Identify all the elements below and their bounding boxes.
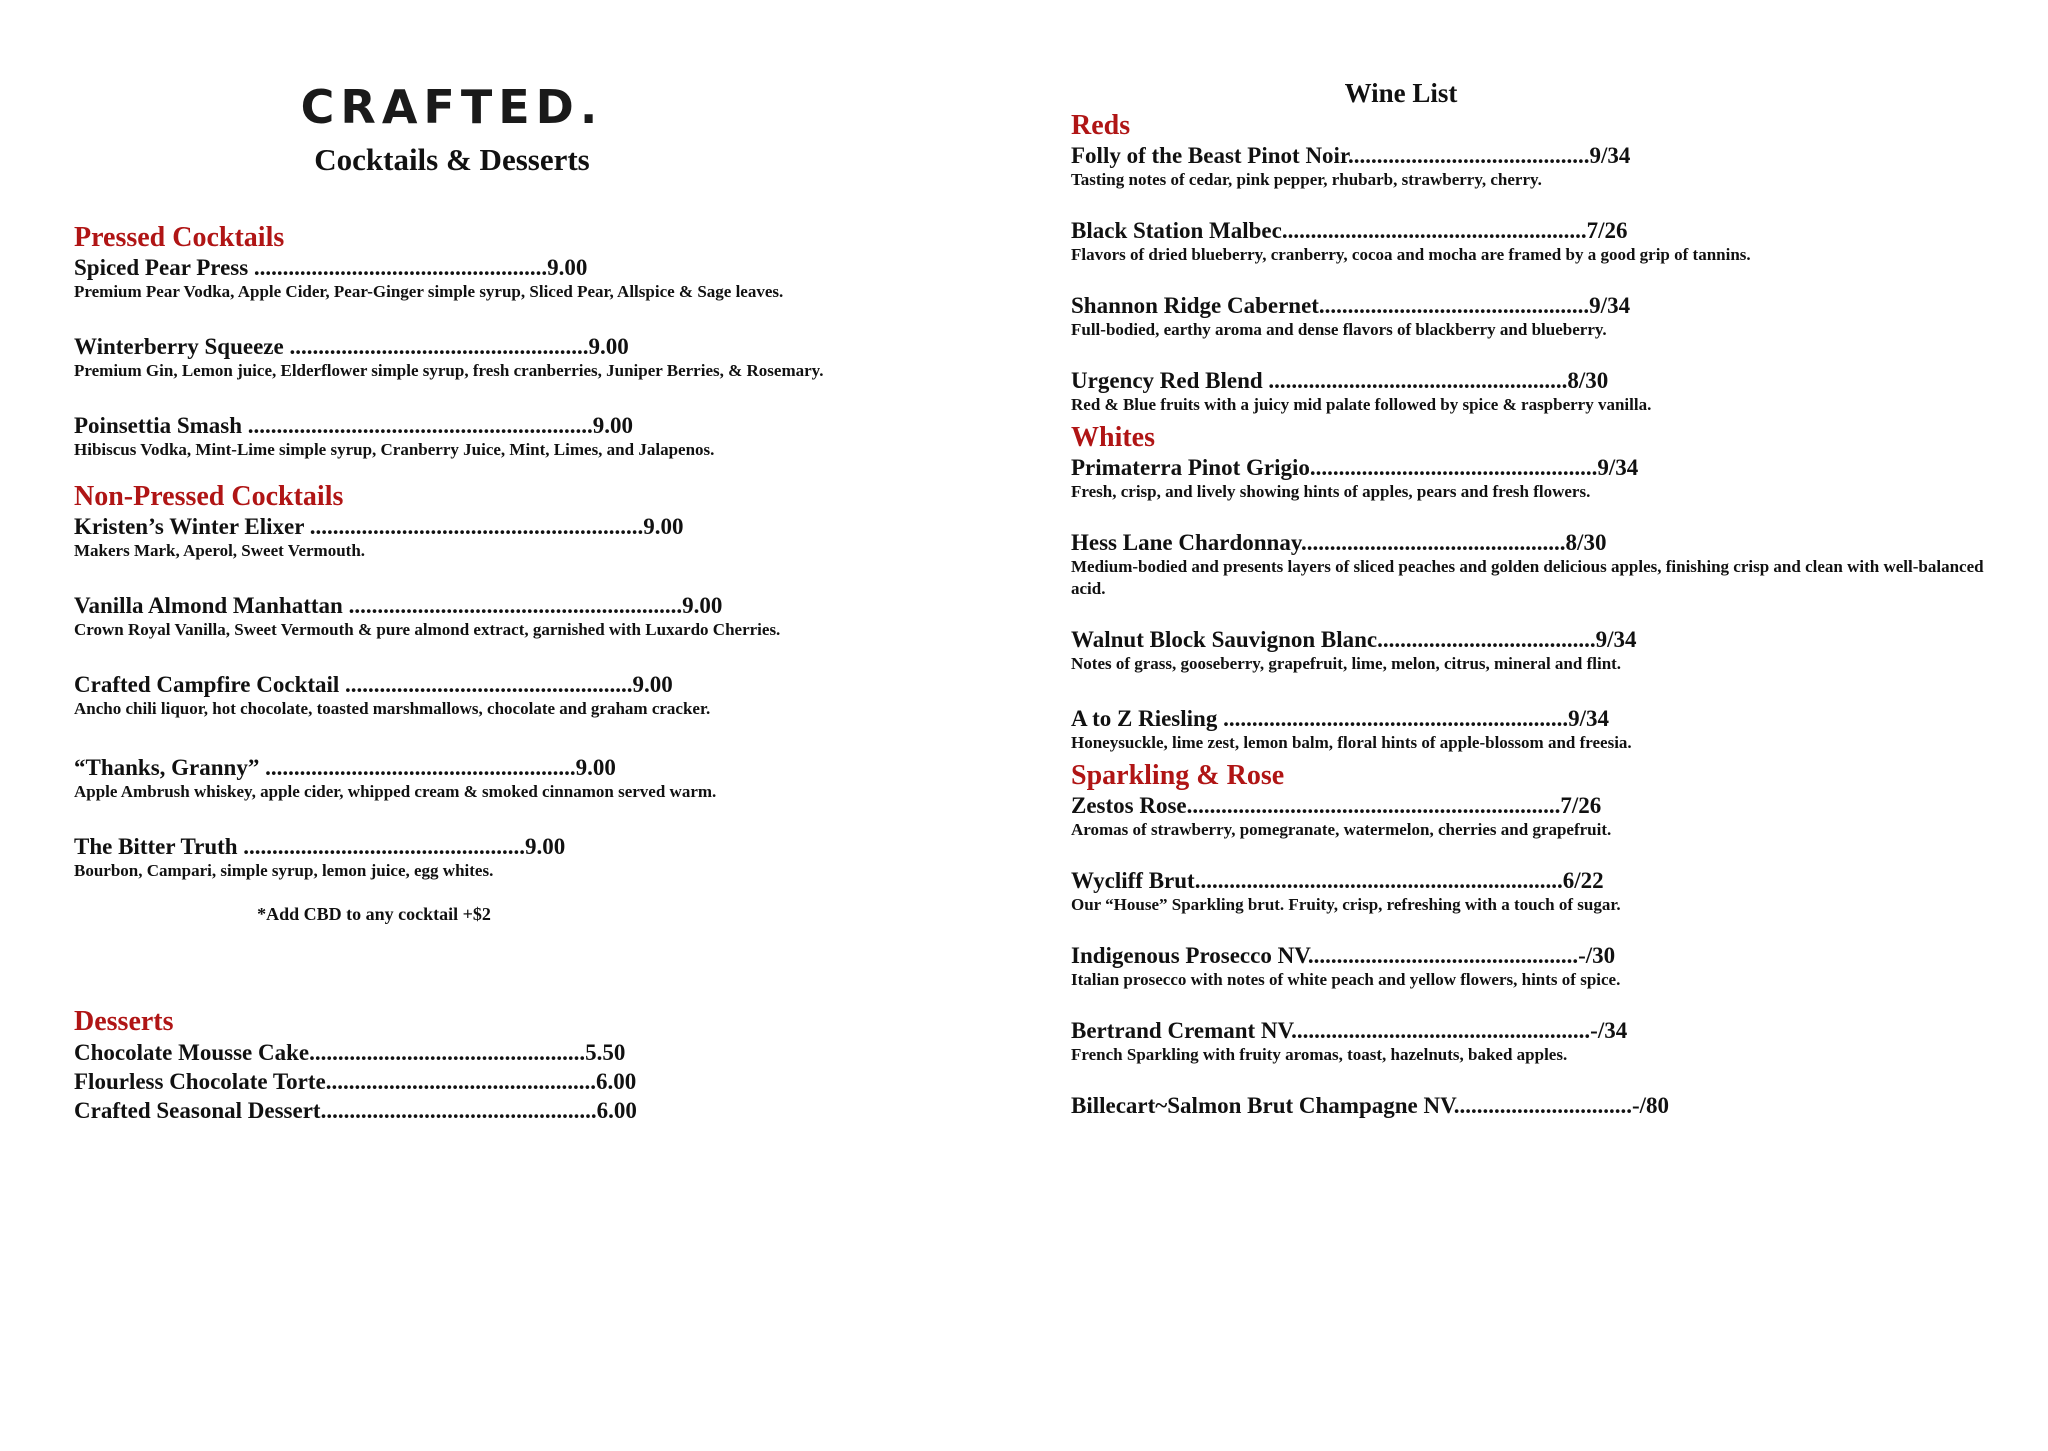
- wine-item: [1071, 867, 2001, 916]
- wine-item: [1071, 1092, 2001, 1119]
- wine-name-price: Hess Lane Chardonnay..............................................8/30: [1071, 530, 1607, 555]
- wine-item: [1071, 792, 2001, 841]
- wine-name-price: Black Station Malbec.....................................................7/26: [1071, 218, 1628, 243]
- menu-item: [74, 254, 974, 303]
- item-name-price: Poinsettia Smash ............................................................9.00: [74, 413, 634, 438]
- menu-item: [74, 333, 974, 382]
- wine-list-column: [1071, 76, 2001, 1145]
- wine-description: French Sparkling with fruity aromas, toast, hazelnuts, baked apples.: [1071, 1045, 1568, 1064]
- dessert-item: Flourless Chocolate Torte...............................................6.00: [74, 1069, 637, 1094]
- item-description: Hibiscus Vodka, Mint-Lime simple syrup, Cranberry Juice, Mint, Limes, and Jalapenos.: [74, 440, 715, 459]
- item-description: Ancho chili liquor, hot chocolate, toasted marshmallows, chocolate and graham cracker.: [74, 699, 711, 718]
- page-subtitle: Cocktails & Desserts: [314, 142, 590, 177]
- cocktails-desserts-column: [74, 78, 974, 1125]
- wine-name-price: Billecart~Salmon Brut Champagne NV...............................-/80: [1071, 1093, 1670, 1118]
- item-name-price: The Bitter Truth .................................................9.00: [74, 834, 566, 859]
- item-description: Premium Gin, Lemon juice, Elderflower simple syrup, fresh cranberries, Juniper Berries, & Rosemary.: [74, 361, 824, 380]
- wine-description: Aromas of strawberry, pomegranate, watermelon, cherries and grapefruit.: [1071, 820, 1612, 839]
- item-name-price: Kristen’s Winter Elixer ..........................................................9.00: [74, 514, 684, 539]
- cbd-note: *Add CBD to any cocktail +$2: [257, 904, 491, 924]
- section-title-whites: Whites: [1071, 422, 1155, 453]
- wine-name-price: Primaterra Pinot Grigio..................................................9/34: [1071, 455, 1639, 480]
- dessert-item: Crafted Seasonal Dessert................................................6.00: [74, 1098, 637, 1123]
- wine-name-price: Bertrand Cremant NV....................................................-/34: [1071, 1018, 1628, 1043]
- menu-item: [74, 671, 974, 720]
- wine-list-title: Wine List: [1344, 78, 1458, 108]
- wine-name-price: Wycliff Brut................................................................6/22: [1071, 868, 1604, 893]
- wine-description: Italian prosecco with notes of white peach and yellow flowers, hints of spice.: [1071, 970, 1621, 989]
- wine-description: Honeysuckle, lime zest, lemon balm, floral hints of apple-blossom and freesia.: [1071, 733, 1632, 752]
- section-title-reds: Reds: [1071, 110, 1131, 141]
- menu-item: [74, 833, 974, 882]
- wine-item: [1071, 529, 2001, 600]
- menu-item: [74, 592, 974, 641]
- item-description: Premium Pear Vodka, Apple Cider, Pear-Ginger simple syrup, Sliced Pear, Allspice & Sage leaves.: [74, 282, 784, 301]
- wine-item: [1071, 1017, 2001, 1066]
- menu-item: [74, 513, 974, 562]
- wine-item: [1071, 367, 2001, 416]
- brand-header: [0, 78, 912, 180]
- wine-description: Notes of grass, gooseberry, grapefruit, lime, melon, citrus, mineral and flint.: [1071, 654, 1622, 673]
- wine-description: Red & Blue fruits with a juicy mid palate followed by spice & raspberry vanilla.: [1071, 395, 1652, 414]
- wine-description: Medium-bodied and presents layers of sliced peaches and golden delicious apples, finishing crisp and clean with well-balanced acid.: [1071, 557, 1984, 598]
- item-description: Bourbon, Campari, simple syrup, lemon juice, egg whites.: [74, 861, 494, 880]
- section-title-pressed-cocktails: Pressed Cocktails: [74, 222, 285, 253]
- wine-item: [1071, 142, 2001, 191]
- wine-name-price: Zestos Rose.................................................................7/26: [1071, 793, 1602, 818]
- item-description: Makers Mark, Aperol, Sweet Vermouth.: [74, 541, 366, 560]
- wine-name-price: Urgency Red Blend ....................................................8/30: [1071, 368, 1609, 393]
- dessert-item: Chocolate Mousse Cake................................................5.50: [74, 1040, 626, 1065]
- item-name-price: “Thanks, Granny” ......................................................9.00: [74, 755, 616, 780]
- wine-item: [1071, 942, 2001, 991]
- wine-name-price: A to Z Riesling ............................................................9/34: [1071, 706, 1609, 731]
- wine-name-price: Shannon Ridge Cabernet...............................................9/34: [1071, 293, 1631, 318]
- section-title-sparkling-rose: Sparkling & Rose: [1071, 760, 1285, 791]
- wine-description: Our “House” Sparkling brut. Fruity, crisp, refreshing with a touch of sugar.: [1071, 895, 1621, 914]
- item-name-price: Winterberry Squeeze ....................................................9.00: [74, 334, 629, 359]
- wine-description: Fresh, crisp, and lively showing hints of apples, pears and fresh flowers.: [1071, 482, 1591, 501]
- wine-item: [1071, 292, 2001, 341]
- wine-item: [1071, 705, 2001, 754]
- wine-name-price: Indigenous Prosecco NV...............................................-/30: [1071, 943, 1616, 968]
- section-title-desserts: Desserts: [74, 1006, 174, 1037]
- wine-description: Full-bodied, earthy aroma and dense flavors of blackberry and blueberry.: [1071, 320, 1607, 339]
- section-title-non-pressed-cocktails: Non-Pressed Cocktails: [74, 481, 344, 512]
- crafted-logo: CRAFTED.: [300, 80, 604, 134]
- wine-description: Tasting notes of cedar, pink pepper, rhubarb, strawberry, cherry.: [1071, 170, 1542, 189]
- menu-item: [74, 754, 974, 803]
- item-description: Crown Royal Vanilla, Sweet Vermouth & pure almond extract, garnished with Luxardo Cherries.: [74, 620, 781, 639]
- item-name-price: Crafted Campfire Cocktail ..................................................9.00: [74, 672, 673, 697]
- wine-item: [1071, 454, 2001, 503]
- item-description: Apple Ambrush whiskey, apple cider, whipped cream & smoked cinnamon served warm.: [74, 782, 717, 801]
- wine-name-price: Walnut Block Sauvignon Blanc......................................9/34: [1071, 627, 1637, 652]
- item-name-price: Spiced Pear Press ...................................................9.00: [74, 255, 588, 280]
- menu-item: [74, 412, 974, 461]
- wine-item: [1071, 217, 2001, 266]
- wine-description: Flavors of dried blueberry, cranberry, cocoa and mocha are framed by a good grip of tannins.: [1071, 245, 1751, 264]
- item-name-price: Vanilla Almond Manhattan ..........................................................9.00: [74, 593, 723, 618]
- wine-name-price: Folly of the Beast Pinot Noir..........................................9/34: [1071, 143, 1631, 168]
- wine-item: [1071, 626, 2001, 675]
